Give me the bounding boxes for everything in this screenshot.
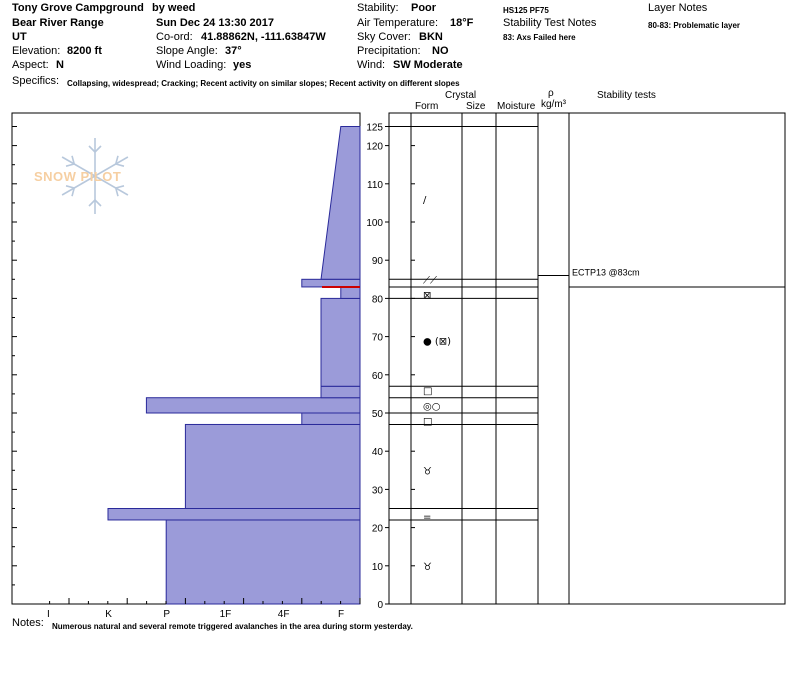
wind-label: Wind: (357, 59, 386, 71)
grain-form-symbol: ◎○ (423, 401, 441, 413)
height-tick-label: 0 (377, 600, 383, 611)
form-header: Form (415, 101, 439, 112)
state-name: UT (12, 31, 27, 43)
layer-notes-label: Layer Notes (648, 2, 708, 14)
slope-value: 37° (225, 45, 242, 57)
hardness-tick-label: 1F (219, 609, 232, 620)
snow-layer (321, 127, 360, 280)
wind-value: SW Moderate (393, 59, 463, 71)
height-tick-label: 50 (371, 409, 383, 420)
aspect-value: N (56, 59, 64, 71)
observer-name: by weed (152, 2, 196, 14)
density-unit: kg/m³ (541, 99, 566, 110)
range-name: Bear River Range (12, 17, 104, 29)
sky-cover-value: BKN (419, 31, 443, 43)
snow-layer (321, 386, 360, 397)
layer-note: 80-83: Problematic layer (648, 21, 741, 30)
hardness-tick-label: 4F (277, 609, 290, 620)
coord-value: 41.88862N, -111.63847W (201, 31, 326, 43)
hardness-tick-label: P (163, 609, 171, 620)
moisture-header: Moisture (497, 101, 536, 112)
stability-value: Poor (411, 2, 437, 14)
hs-pf: HS125 PF75 (503, 6, 549, 15)
location-name: Tony Grove Campground (12, 2, 144, 14)
grain-form-symbol: ⟋⟋ (423, 275, 437, 287)
height-tick-label: 20 (371, 523, 383, 535)
air-temp-label: Air Temperature: (357, 17, 439, 29)
grain-form-symbol: ♉ (423, 561, 432, 573)
stability-test-notes-label: Stability Test Notes (503, 17, 597, 29)
grain-form-symbol: □ (423, 416, 433, 428)
elevation-value: 8200 ft (67, 45, 102, 57)
stability-label: Stability: (357, 2, 399, 14)
grain-table-frame (411, 113, 785, 604)
grain-form-symbol: □ (423, 386, 433, 398)
snow-layer (146, 398, 360, 413)
grain-form-symbol: = (423, 512, 432, 524)
snow-layer (166, 520, 360, 604)
height-tick-label: 30 (371, 485, 383, 497)
aspect-label: Aspect: (12, 59, 49, 71)
hardness-tick-label: I (47, 609, 50, 620)
snowpilot-logo-text: SNOW PILOT (34, 169, 122, 184)
size-header: Size (466, 101, 486, 112)
notes-label: Notes: (12, 617, 44, 629)
height-tick-label: 60 (371, 370, 383, 382)
grain-form-symbol: ⊠ (423, 290, 432, 302)
hardness-tick-label: K (105, 609, 112, 620)
height-tick-label: 120 (366, 141, 383, 153)
height-tick-label: 125 (366, 122, 383, 134)
height-axis-frame (389, 113, 411, 604)
coord-label: Co-ord: (156, 31, 193, 43)
precipitation-value: NO (432, 45, 449, 57)
sky-cover-label: Sky Cover: (357, 31, 411, 43)
grain-form-symbol: / (423, 195, 427, 207)
height-tick-label: 40 (371, 447, 383, 459)
density-symbol: ρ (548, 88, 554, 99)
snow-layer (302, 279, 360, 287)
snowpilot-logo (28, 136, 158, 216)
notes-value: Numerous natural and several remote triggered avalanches in the area during storm yesterday. (52, 622, 413, 631)
wind-loading-label: Wind Loading: (156, 59, 227, 71)
stability-test-label: ECTP13 @83cm (572, 267, 640, 278)
grain-form-symbol: ● (⊠) (423, 336, 452, 348)
height-tick-label: 10 (371, 561, 383, 573)
air-temp-value: 18°F (450, 17, 474, 29)
specifics-value: Collapsing, widespread; Cracking; Recent activity on similar slopes; Recent activity on different slopes (67, 79, 460, 88)
observation-datetime: Sun Dec 24 13:30 2017 (156, 17, 275, 29)
precipitation-label: Precipitation: (357, 45, 421, 57)
height-tick-label: 70 (371, 332, 383, 344)
wind-loading-value: yes (233, 59, 252, 71)
height-tick-label: 80 (371, 294, 383, 306)
snow-layer (302, 413, 360, 424)
grain-form-symbol: ♉ (423, 466, 432, 478)
snow-layer (108, 509, 360, 520)
crystal-header: Crystal (445, 90, 477, 101)
height-tick-label: 110 (367, 179, 383, 191)
height-tick-label: 90 (371, 256, 383, 268)
elevation-label: Elevation: (12, 45, 61, 57)
snow-layer (185, 424, 360, 508)
slope-label: Slope Angle: (156, 45, 218, 57)
specifics-label: Specifics: (12, 75, 60, 87)
stability-tests-header: Stability tests (597, 90, 656, 101)
snow-layer (321, 298, 360, 386)
stability-test-note: 83: Axs Failed here (503, 33, 576, 42)
snow-layer (341, 287, 360, 298)
height-tick-label: 100 (366, 218, 383, 229)
hardness-tick-label: F (338, 609, 345, 620)
